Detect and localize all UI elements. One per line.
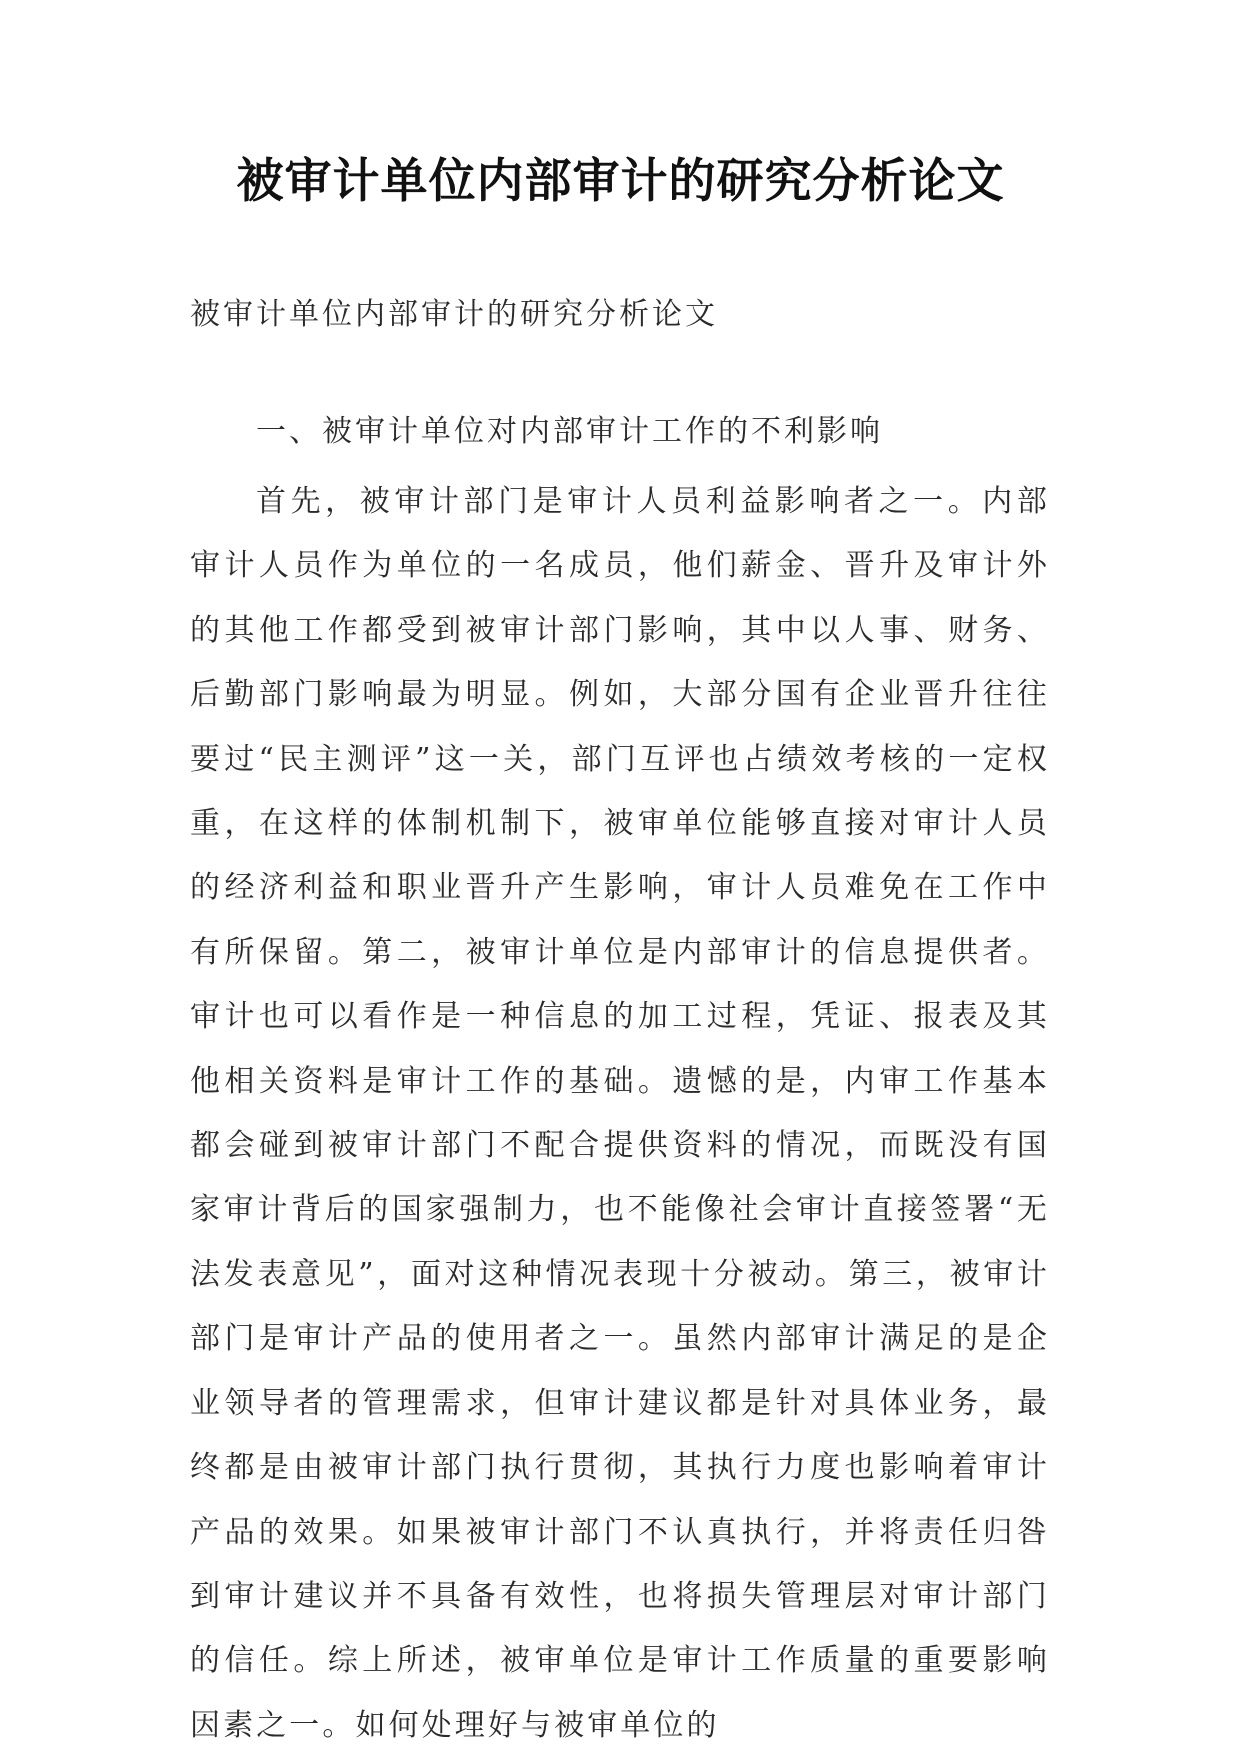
section-heading: 一、被审计单位对内部审计工作的不利影响 (256, 414, 883, 449)
document-subtitle: 被审计单位内部审计的研究分析论文 (190, 297, 718, 332)
body-paragraph: 首先，被审计部门是审计人员利益影响者之一。内部审计人员作为单位的一名成员，他们薪金、晋升及审计外的其他工作都受到被审计部门影响，其中以人事、财务、后勤部门影响最为明显。例如，大部分国有企业晋升往往要过“民主测评”这一关，部门互评也占绩效考核的一定权重，在这样的体制机制下，被审单位能够直接对审计人员的经济利益和职业晋升产生影响，审计人员难免在工作中有所保留。第二，被审计单位是内部审计的信息提供者。审计也可以看作是一种信息的加工过程，凭证、报表及其他相关资料是审计工作的基础。遗憾的是，内审工作基本都会碰到被审计部门不配合提供资料的情况，而既没有国家审计背后的国家强制力，也不能像社会审计直接签署“无法发表意见”，面对这种情况表现十分被动。第三，被审计部门是审计产品的使用者之一。虽然内部审计满足的是企业领导者的管理需求，但审计建议都是针对具体业务，最终都是由被审计部门执行贯彻，其执行力度也影响着审计产品的效果。如果被审计部门不认真执行，并将责任归咎到审计建议并不具备有效性，也将损失管理层对审计部门的信任。综上所述，被审单位是审计工作质量的重要影响因素之一。如何处理好与被审单位的 (190, 484, 1050, 1743)
document-title: 被审计单位内部审计的研究分析论文 (236, 154, 1005, 209)
